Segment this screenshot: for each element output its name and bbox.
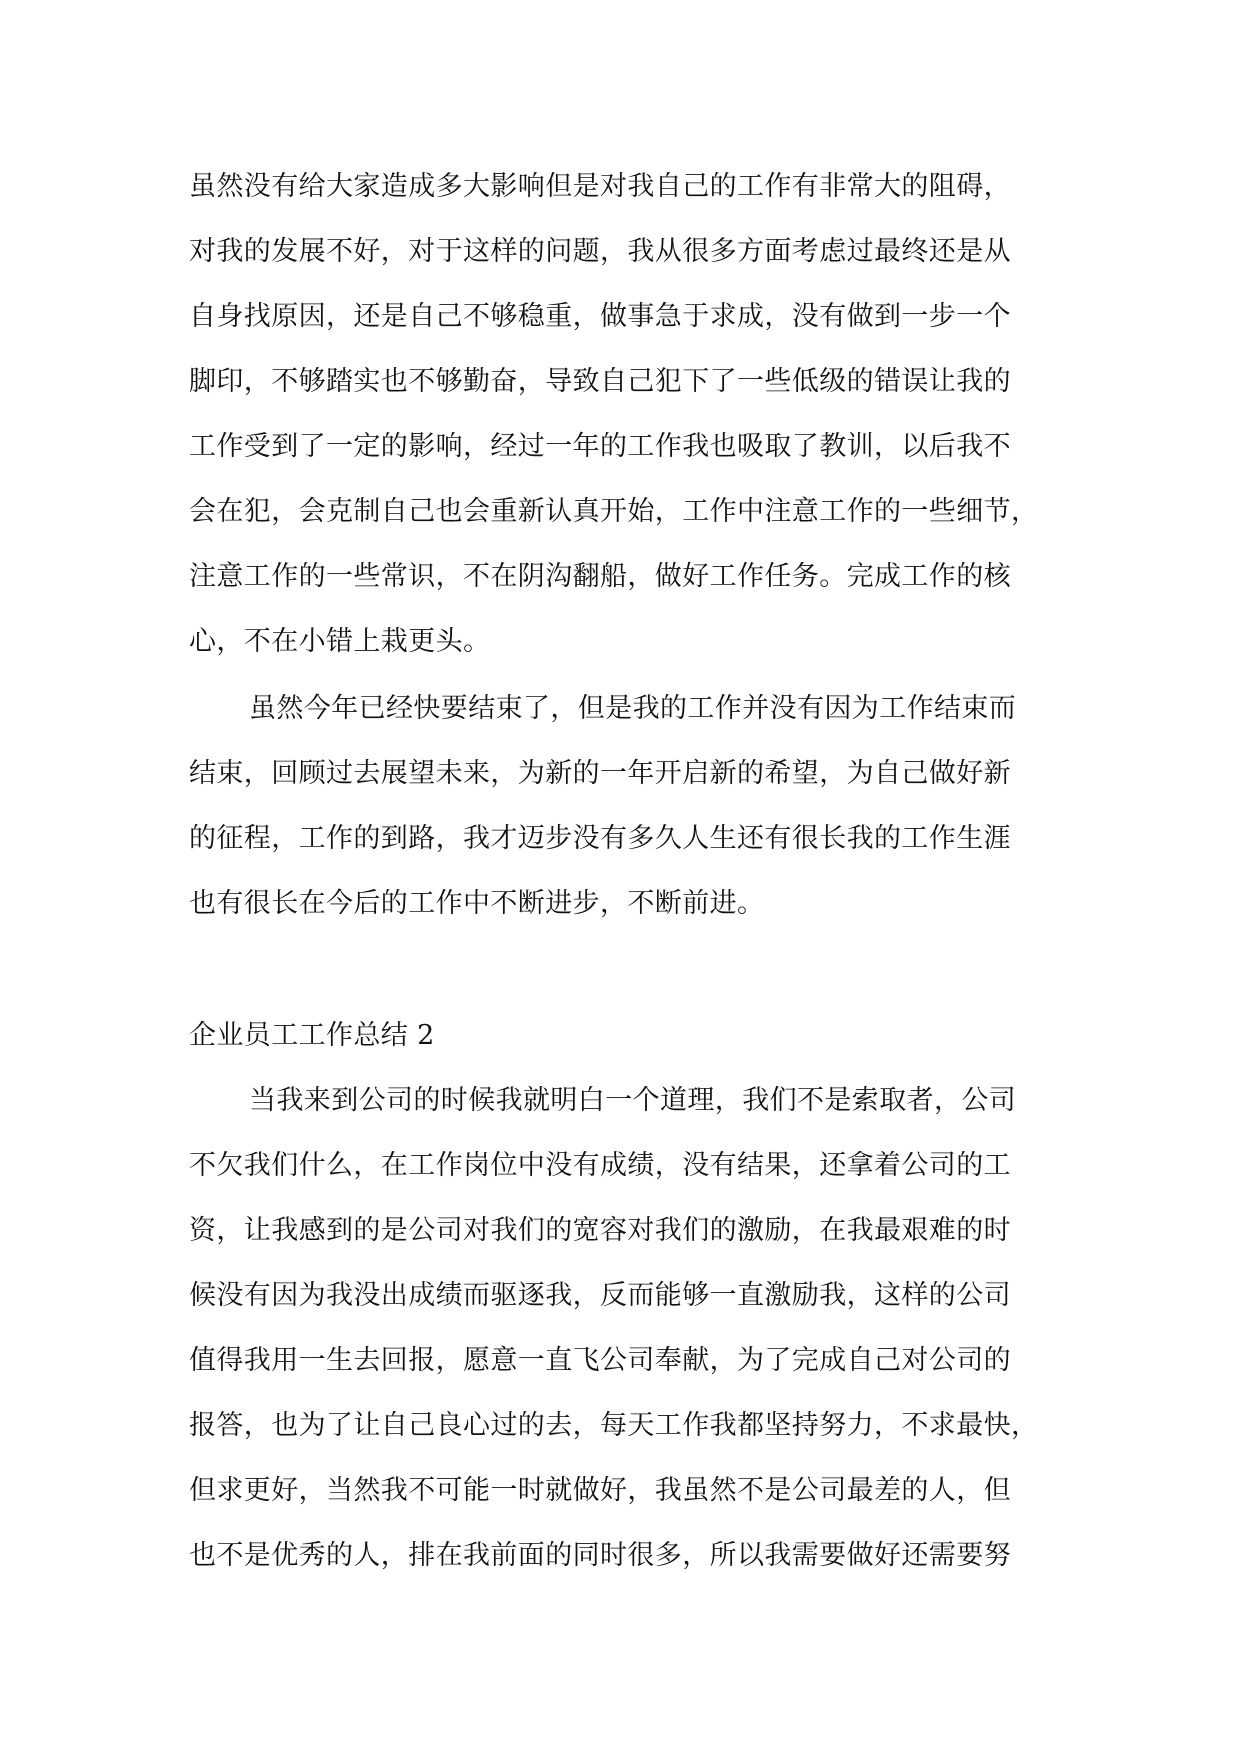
paragraph-1 xyxy=(189,154,1059,674)
paragraph-line: 脚印，不够踏实也不够勤奋，导致自己犯下了一些低级的错误让我的 xyxy=(189,366,1011,397)
paragraph-line: 自身找原因，还是自己不够稳重，做事急于求成，没有做到一步一个 xyxy=(189,301,1011,332)
paragraph-line: 资，让我感到的是公司对我们的宽容对我们的激励，在我最艰难的时 xyxy=(189,1215,1011,1246)
paragraph-line: 工作受到了一定的影响，经过一年的工作我也吸取了教训，以后我不 xyxy=(189,431,1011,462)
paragraph-line: 的征程，工作的到路，我才迈步没有多久人生还有很长我的工作生涯 xyxy=(189,823,1011,854)
paragraph-line: 虽然没有给大家造成多大影响但是对我自己的工作有非常大的阻碍， xyxy=(189,171,1011,202)
paragraph-3 xyxy=(189,1068,1059,1588)
paragraph-line: 也有很长在今后的工作中不断进步，不断前进。 xyxy=(189,888,765,919)
paragraph-line: 不欠我们什么，在工作岗位中没有成绩，没有结果，还拿着公司的工 xyxy=(189,1150,1011,1181)
paragraph-2 xyxy=(189,676,1059,936)
paragraph-line: 但求更好，当然我不可能一时就做好，我虽然不是公司最差的人，但 xyxy=(189,1475,1011,1506)
paragraph-line: 报答，也为了让自己良心过的去，每天工作我都坚持努力，不求最快， xyxy=(189,1410,1039,1441)
paragraph-line: 也不是优秀的人，排在我前面的同时很多，所以我需要做好还需要努 xyxy=(189,1540,1011,1571)
paragraph-line: 结束，回顾过去展望未来，为新的一年开启新的希望，为自己做好新 xyxy=(189,758,1011,789)
paragraph-line: 注意工作的一些常识，不在阴沟翻船，做好工作任务。完成工作的核 xyxy=(189,561,1011,592)
paragraph-line: 心，不在小错上栽更头。 xyxy=(189,626,491,657)
paragraph-line: 候没有因为我没出成绩而驱逐我，反而能够一直激励我，这样的公司 xyxy=(189,1280,1011,1311)
paragraph-line: 当我来到公司的时候我就明白一个道理，我们不是索取者，公司 xyxy=(249,1085,1017,1116)
paragraph-line: 对我的发展不好，对于这样的问题，我从很多方面考虑过最终还是从 xyxy=(189,236,1011,267)
paragraph-line: 虽然今年已经快要结束了，但是我的工作并没有因为工作结束而 xyxy=(249,693,1017,724)
paragraph-line: 会在犯，会克制自己也会重新认真开始，工作中注意工作的一些细节， xyxy=(189,496,1039,527)
paragraph-line: 值得我用一生去回报，愿意一直飞公司奉献，为了完成自己对公司的 xyxy=(189,1345,1011,1376)
section-heading: 企业员工工作总结 2 xyxy=(189,1020,435,1051)
